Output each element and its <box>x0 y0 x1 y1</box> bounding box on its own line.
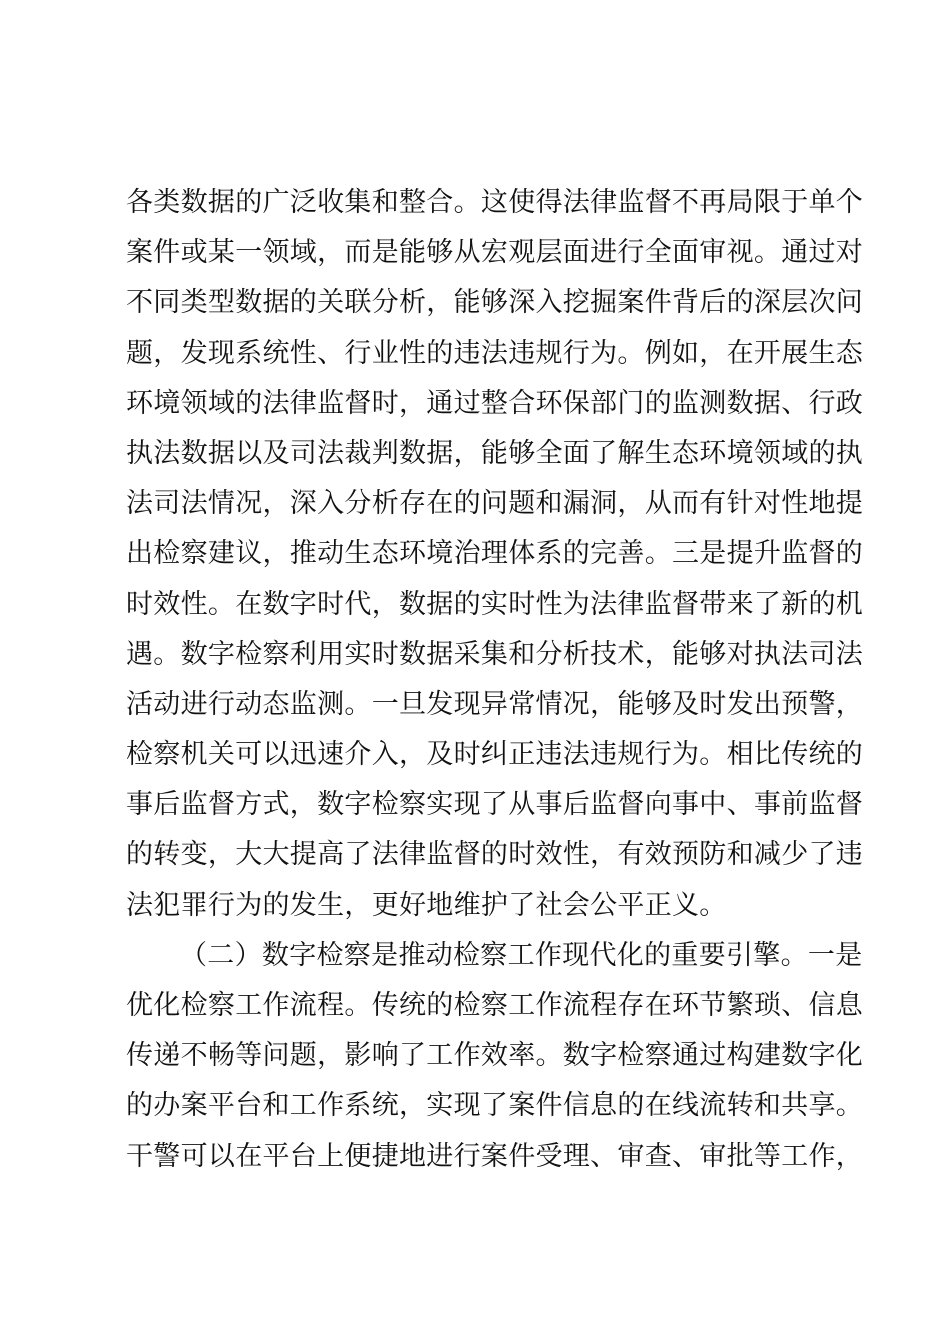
section-heading-line: （二）数字检察是推动检察工作现代化的重要引擎。一是 <box>180 939 863 971</box>
text-line: 的办案平台和工作系统，实现了案件信息的在线流转和共享。 <box>126 1090 864 1122</box>
text-line: 题，发现系统性、行业性的违法违规行为。例如，在开展生态 <box>126 337 864 369</box>
text-line: 时效性。在数字时代，数据的实时性为法律监督带来了新的机 <box>126 588 864 620</box>
text-line: 事后监督方式，数字检察实现了从事后监督向事中、事前监督 <box>126 789 864 821</box>
text-line: 法犯罪行为的发生，更好地维护了社会公平正义。 <box>126 889 727 921</box>
text-line: 遇。数字检察利用实时数据采集和分析技术，能够对执法司法 <box>126 638 864 670</box>
text-line: 不同类型数据的关联分析，能够深入挖掘案件背后的深层次问 <box>126 287 864 319</box>
body-text <box>126 178 864 1182</box>
text-line: 的转变，大大提高了法律监督的时效性，有效预防和减少了违 <box>126 839 864 871</box>
text-line: 检察机关可以迅速介入，及时纠正违法违规行为。相比传统的 <box>126 739 864 771</box>
text-line: 执法数据以及司法裁判数据，能够全面了解生态环境领域的执 <box>126 437 864 469</box>
text-line: 优化检察工作流程。传统的检察工作流程存在环节繁琐、信息 <box>126 990 864 1021</box>
text-line: 传递不畅等问题，影响了工作效率。数字检察通过构建数字化 <box>126 1040 864 1072</box>
text-line: 法司法情况，深入分析存在的问题和漏洞，从而有针对性地提 <box>126 488 864 520</box>
text-line: 案件或某一领域，而是能够从宏观层面进行全面审视。通过对 <box>126 237 864 269</box>
text-line: 活动进行动态监测。一旦发现异常情况，能够及时发出预警， <box>126 688 864 720</box>
text-line: 出检察建议，推动生态环境治理体系的完善。三是提升监督的 <box>126 538 864 570</box>
text-line: 环境领域的法律监督时，通过整合环保部门的监测数据、行政 <box>126 387 864 419</box>
text-line: 各类数据的广泛收集和整合。这使得法律监督不再局限于单个 <box>126 187 864 218</box>
text-line: 干警可以在平台上便捷地进行案件受理、审查、审批等工作， <box>126 1140 864 1172</box>
